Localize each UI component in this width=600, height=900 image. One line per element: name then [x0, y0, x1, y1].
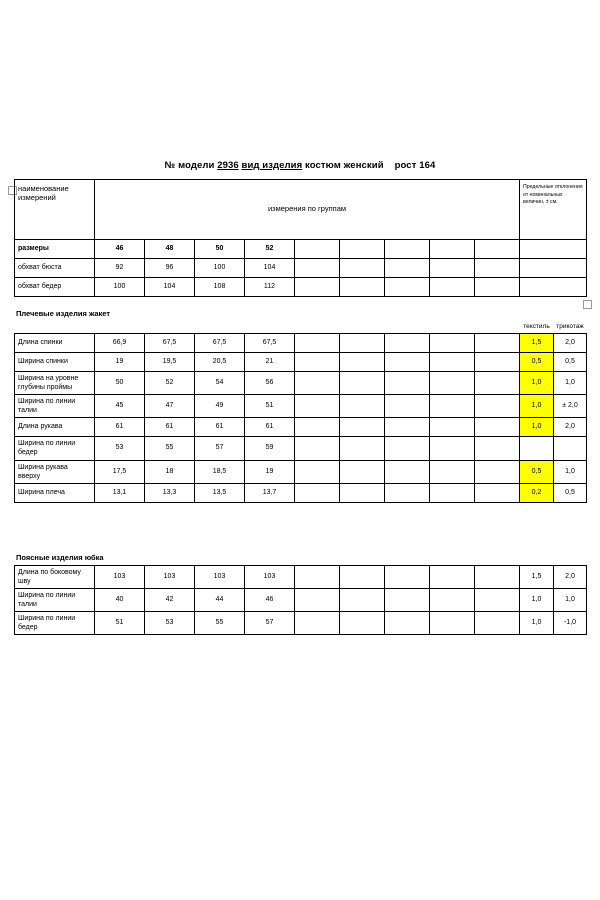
empty-cell	[385, 588, 430, 611]
empty-cell	[430, 483, 475, 502]
row-value: 52	[145, 372, 195, 395]
empty-cell	[475, 418, 520, 437]
table-row	[15, 278, 587, 297]
table-row	[15, 353, 587, 372]
empty-cell	[430, 321, 475, 334]
empty-cell	[295, 483, 340, 502]
measurement-document	[14, 160, 586, 635]
table-row	[15, 240, 587, 259]
row-value: 100	[195, 259, 245, 278]
empty-cell	[475, 483, 520, 502]
empty-cell	[340, 353, 385, 372]
row-value: 19,5	[145, 353, 195, 372]
row-value: 103	[245, 565, 295, 588]
empty-cell	[340, 278, 385, 297]
empty-cell	[340, 259, 385, 278]
empty-cell	[385, 483, 430, 502]
empty-cell	[520, 259, 587, 278]
empty-cell	[520, 240, 587, 259]
empty-cell	[385, 259, 430, 278]
row-label: Ширина на уровне глубины проймы	[15, 372, 95, 395]
section-title-skirt: Поясные изделия юбка	[16, 552, 104, 562]
empty-cell	[295, 395, 340, 418]
row-value: 103	[195, 565, 245, 588]
row-value: 104	[245, 259, 295, 278]
row-value: 51	[95, 612, 145, 635]
empty-cell	[475, 612, 520, 635]
empty-cell	[295, 278, 340, 297]
empty-cell	[430, 437, 475, 460]
row-label: Ширина по линии бедер	[15, 437, 95, 460]
sizes-label: размеры	[15, 240, 95, 259]
row-value: 103	[145, 565, 195, 588]
row-value: 50	[95, 372, 145, 395]
tolerance-knit: ± 2,0	[554, 395, 587, 418]
empty-cell	[295, 334, 340, 353]
table-row	[15, 483, 587, 502]
row-value: 18	[145, 460, 195, 483]
empty-cell	[475, 372, 520, 395]
row-label: обхват бедер	[15, 278, 95, 297]
empty-cell	[475, 278, 520, 297]
table-row	[15, 180, 587, 240]
empty-cell	[195, 321, 245, 334]
tolerance-knit: 2,0	[554, 334, 587, 353]
tolerance-knit: 1,0	[554, 460, 587, 483]
empty-cell	[295, 353, 340, 372]
tolerance-textile: 0,2	[520, 483, 554, 502]
row-value: 17,5	[95, 460, 145, 483]
row-value: 112	[245, 278, 295, 297]
row-value: 104	[145, 278, 195, 297]
row-label: Ширина спинки	[15, 353, 95, 372]
tolerance-knit: 1,0	[554, 372, 587, 395]
row-value: 66,9	[95, 334, 145, 353]
row-value: 108	[195, 278, 245, 297]
title-model-number: 2936	[217, 160, 239, 171]
page-title	[14, 160, 586, 171]
empty-cell	[340, 372, 385, 395]
row-value: 20,5	[195, 353, 245, 372]
empty-cell	[145, 321, 195, 334]
empty-cell	[340, 565, 385, 588]
row-value: 45	[95, 395, 145, 418]
table-row	[15, 565, 587, 588]
empty-cell	[340, 418, 385, 437]
empty-cell	[340, 240, 385, 259]
row-label: Длина рукава	[15, 418, 95, 437]
empty-cell	[340, 321, 385, 334]
empty-cell	[430, 259, 475, 278]
row-value: 67,5	[145, 334, 195, 353]
row-value: 56	[245, 372, 295, 395]
empty-cell	[95, 321, 145, 334]
tolerance-knit: 2,0	[554, 565, 587, 588]
row-value: 67,5	[195, 334, 245, 353]
row-value: 19	[245, 460, 295, 483]
empty-cell	[475, 565, 520, 588]
empty-cell	[430, 372, 475, 395]
jacket-table	[14, 321, 587, 503]
empty-cell	[295, 437, 340, 460]
empty-cell	[475, 321, 520, 334]
unit-header-textile: текстиль	[523, 322, 550, 330]
empty-cell	[430, 334, 475, 353]
row-value: 55	[145, 437, 195, 460]
tolerance-knit: -1,0	[554, 612, 587, 635]
table-row	[15, 259, 587, 278]
empty-cell	[475, 259, 520, 278]
empty-cell	[430, 565, 475, 588]
tolerance-textile: 0,5	[520, 353, 554, 372]
tolerance-textile: 1,0	[520, 395, 554, 418]
row-value: 53	[145, 612, 195, 635]
title-height-value: 164	[419, 160, 436, 171]
row-label: Ширина по линии бедер	[15, 612, 95, 635]
empty-cell	[475, 588, 520, 611]
row-label: обхват бюста	[15, 259, 95, 278]
empty-cell	[295, 240, 340, 259]
tolerance-textile: 1,0	[520, 418, 554, 437]
empty-cell	[475, 437, 520, 460]
tolerance-knit: 0,5	[554, 353, 587, 372]
tolerance-textile: 1,0	[520, 372, 554, 395]
empty-cell	[385, 372, 430, 395]
row-value: 18,5	[195, 460, 245, 483]
title-product-label: вид изделия	[241, 160, 303, 171]
tolerance-knit: 1,0	[554, 588, 587, 611]
title-height-label: рост	[394, 160, 417, 171]
row-value: 13,7	[245, 483, 295, 502]
row-value: 47	[145, 395, 195, 418]
empty-cell	[430, 395, 475, 418]
empty-cell	[430, 460, 475, 483]
tolerance-knit	[554, 437, 587, 460]
empty-cell	[340, 483, 385, 502]
row-value: 53	[95, 437, 145, 460]
empty-cell	[385, 395, 430, 418]
unit-header-row	[15, 321, 587, 334]
empty-cell	[340, 334, 385, 353]
size-cell: 52	[245, 240, 295, 259]
table-row	[15, 588, 587, 611]
empty-cell	[295, 321, 340, 334]
empty-cell	[295, 588, 340, 611]
row-label: Длина по боковому шву	[15, 565, 95, 588]
empty-cell	[295, 460, 340, 483]
empty-cell	[295, 418, 340, 437]
row-value: 19	[95, 353, 145, 372]
empty-cell	[430, 353, 475, 372]
section-spacer	[14, 503, 586, 541]
empty-cell	[475, 353, 520, 372]
header-measure-name: наименование измерений	[15, 180, 95, 240]
empty-cell	[385, 418, 430, 437]
tolerance-textile: 1,0	[520, 612, 554, 635]
empty-cell	[245, 321, 295, 334]
row-value: 44	[195, 588, 245, 611]
tolerance-knit: 0,5	[554, 483, 587, 502]
empty-cell	[385, 460, 430, 483]
empty-cell	[475, 334, 520, 353]
tolerance-textile: 1,5	[520, 334, 554, 353]
empty-cell	[295, 612, 340, 635]
table-row	[15, 612, 587, 635]
row-value: 13,5	[195, 483, 245, 502]
row-value: 13,3	[145, 483, 195, 502]
title-product-type: костюм женский	[305, 160, 384, 171]
row-value: 67,5	[245, 334, 295, 353]
row-value: 51	[245, 395, 295, 418]
row-value: 61	[95, 418, 145, 437]
empty-cell	[475, 460, 520, 483]
empty-cell	[385, 321, 430, 334]
empty-cell	[15, 321, 95, 334]
row-value: 57	[245, 612, 295, 635]
empty-cell	[385, 565, 430, 588]
row-label: Длина спинки	[15, 334, 95, 353]
empty-cell	[340, 395, 385, 418]
table-row	[15, 460, 587, 483]
row-value: 40	[95, 588, 145, 611]
row-value: 96	[145, 259, 195, 278]
row-value: 57	[195, 437, 245, 460]
empty-cell	[340, 612, 385, 635]
table-row	[15, 372, 587, 395]
empty-cell	[340, 437, 385, 460]
row-label: Ширина плеча	[15, 483, 95, 502]
empty-cell	[430, 278, 475, 297]
row-value: 61	[245, 418, 295, 437]
unit-header-knit: трикотаж	[556, 322, 584, 330]
empty-cell	[385, 353, 430, 372]
empty-cell	[475, 240, 520, 259]
row-value: 100	[95, 278, 145, 297]
empty-cell	[340, 588, 385, 611]
size-cell: 46	[95, 240, 145, 259]
row-value: 61	[195, 418, 245, 437]
empty-cell	[295, 565, 340, 588]
skirt-table	[14, 565, 587, 636]
tolerance-textile: 0,5	[520, 460, 554, 483]
section-title-jacket: Плечевые изделия жакет	[16, 309, 111, 318]
row-value: 61	[145, 418, 195, 437]
header-tolerance: Предельные отклонения от номинальных величин, ± см.	[520, 180, 587, 240]
empty-cell	[295, 259, 340, 278]
empty-cell	[430, 612, 475, 635]
row-value: 103	[95, 565, 145, 588]
empty-cell	[430, 588, 475, 611]
empty-cell	[475, 395, 520, 418]
empty-cell	[385, 612, 430, 635]
row-value: 54	[195, 372, 245, 395]
row-value: 55	[195, 612, 245, 635]
header-groups: измерения по группам	[95, 180, 520, 240]
empty-cell	[295, 372, 340, 395]
empty-cell	[385, 437, 430, 460]
size-cell: 48	[145, 240, 195, 259]
size-cell: 50	[195, 240, 245, 259]
table-row	[15, 334, 587, 353]
row-value: 59	[245, 437, 295, 460]
title-model-label: № модели	[164, 160, 215, 171]
row-value: 49	[195, 395, 245, 418]
empty-cell	[520, 278, 587, 297]
tolerance-textile: 1,0	[520, 588, 554, 611]
empty-cell	[385, 278, 430, 297]
tolerance-textile	[520, 437, 554, 460]
row-label: Ширина рукава вверху	[15, 460, 95, 483]
row-value: 21	[245, 353, 295, 372]
row-label: Ширина по линии талии	[15, 588, 95, 611]
row-value: 13,1	[95, 483, 145, 502]
table-row	[15, 437, 587, 460]
empty-cell	[385, 240, 430, 259]
empty-cell	[430, 240, 475, 259]
empty-cell	[340, 460, 385, 483]
row-value: 42	[145, 588, 195, 611]
empty-cell	[385, 334, 430, 353]
table-row	[15, 418, 587, 437]
tolerance-textile: 1,5	[520, 565, 554, 588]
empty-cell	[430, 418, 475, 437]
row-value: 92	[95, 259, 145, 278]
tolerance-knit: 2,0	[554, 418, 587, 437]
row-value: 46	[245, 588, 295, 611]
row-label: Ширина по линии талии	[15, 395, 95, 418]
table-row	[15, 395, 587, 418]
header-table	[14, 179, 587, 297]
